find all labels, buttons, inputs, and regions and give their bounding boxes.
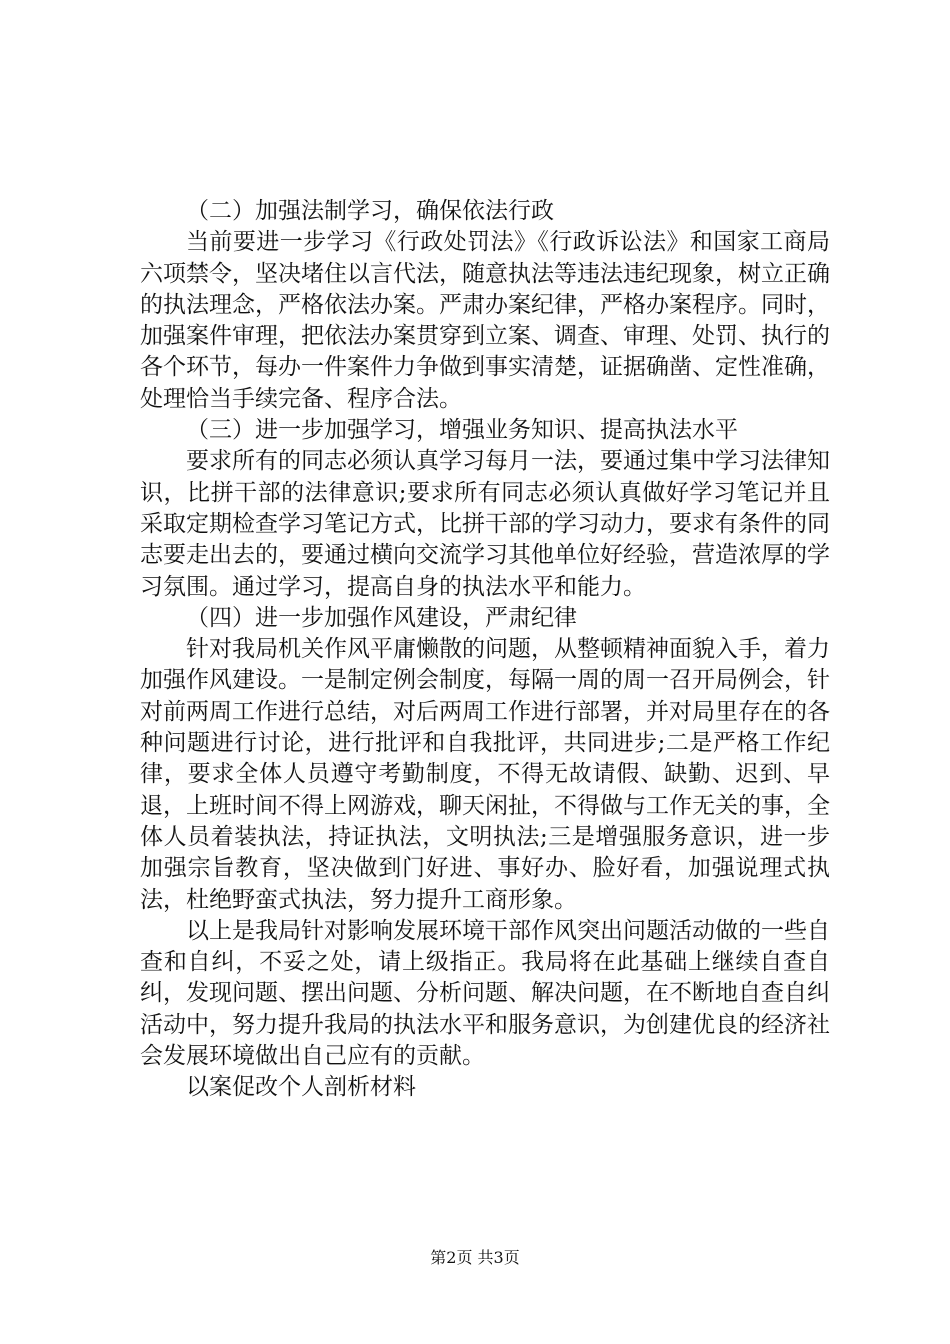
next-document-title: 以案促改个人剖析材料 [186, 1074, 416, 1101]
section-heading-2: （二）加强法制学习，确保依法行政 [186, 198, 554, 224]
section-heading-3: （三）进一步加强学习，增强业务知识、提高执法水平 [186, 417, 738, 444]
paragraph-conclusion: 以上是我局针对影响发展环境干部作风突出问题活动做的一些自查和自纠，不妥之处，请上级指正。我局将在此基础上继续自查自纠，发现问题、摆出问题、分析问题、解决问题，在不断地自查自纠活动中，努力提升我局的执法水平和服务意识，为创建优良的经济社会发展环境做出自己应有的贡献。 [140, 917, 830, 1070]
page-footer: 第2页 共3页 [430, 1248, 520, 1267]
paragraph-business-knowledge: 要求所有的同志必须认真学习每月一法，要通过集中学习法律知识，比拼干部的法律意识;要求所有同志必须认真做好学习笔记并且采取定期检查学习笔记方式，比拼干部的学习动力，要求有条件的同志要走出去的，要通过横向交流学习其他单位好经验，营造浓厚的学习氛围。通过学习，提高自身的执法水平和能力。 [140, 448, 830, 600]
section-heading-4: （四）进一步加强作风建设，严肃纪律 [186, 604, 577, 631]
paragraph-work-style: 针对我局机关作风平庸懒散的问题，从整顿精神面貌入手，着力加强作风建设。一是制定例会制度，每隔一周的周一召开局例会，针对前两周工作进行总结，对后两周工作进行部署，并对局里存在的各种问题进行讨论，进行批评和自我批评，共同进步;二是严格工作纪律，要求全体人员遵守考勤制度，不得无故请假、缺勤、迟到、早退，上班时间不得上网游戏，聊天闲扯，不得做与工作无关的事，全体人员着装执法，持证执法，文明执法;三是增强服务意识，进一步加强宗旨教育，坚决做到门好进、事好办、脸好看，加强说理式执法，杜绝野蛮式执法，努力提升工商形象。 [140, 636, 830, 913]
paragraph-legal-study: 当前要进一步学习《行政处罚法》《行政诉讼法》和国家工商局六项禁令，坚决堵住以言代法，随意执法等违法违纪现象，树立正确的执法理念，严格依法办案。严肃办案纪律，严格办案程序。同时，加强案件审理，把依法办案贯穿到立案、调查、审理、处罚、执行的各个环节，每办一件案件力争做到事实清楚，证据确凿、定性准确，处理恰当手续完备、程序合法。 [140, 229, 830, 412]
document-body [140, 196, 830, 1104]
